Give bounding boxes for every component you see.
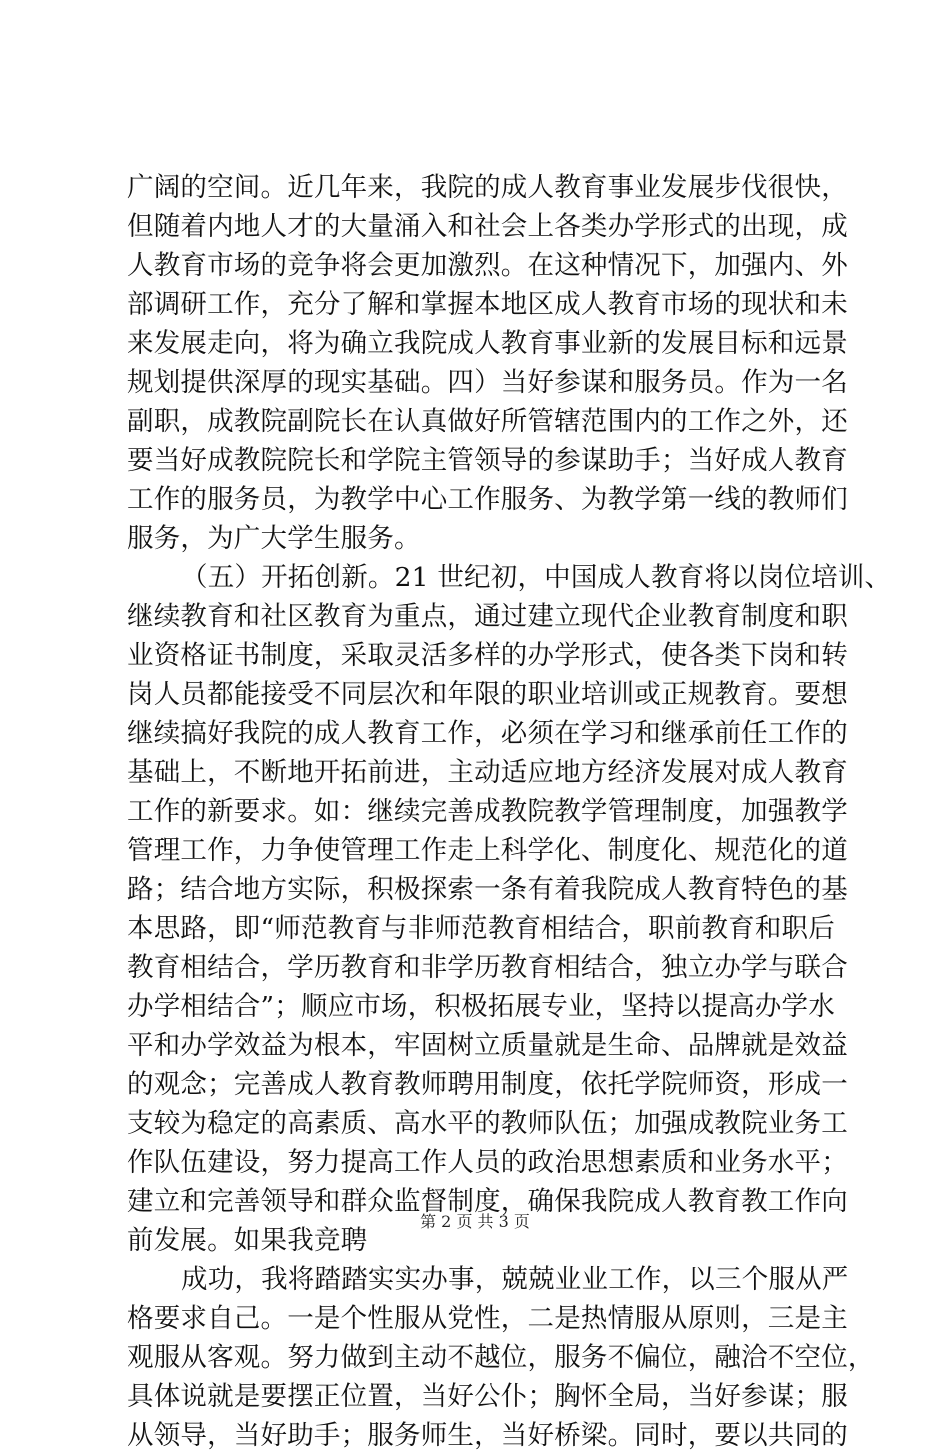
text-line: 岗人员都能接受不同层次和年限的职业培训或正规教育。要想 [127, 679, 848, 710]
text-line: 支较为稳定的高素质、高水平的教师队伍；加强成教院业务工 [127, 1108, 848, 1139]
text-line: 办学相结合”；顺应市场，积极拓展专业，坚持以提高办学水 [127, 991, 835, 1022]
text-line: 广阔的空间。近几年来，我院的成人教育事业发展步伐很快， [127, 172, 848, 203]
text-line: 部调研工作，充分了解和掌握本地区成人教育市场的现状和未 [127, 289, 848, 320]
text-line: 服务，为广大学生服务。 [127, 523, 421, 554]
text-line: 建立和完善领导和群众监督制度，确保我院成人教育教工作向 [127, 1186, 848, 1217]
text-line: 前发展。如果我竞聘 [127, 1225, 368, 1256]
text-line: 从领导，当好助手；服务师生，当好桥梁。同时，要以共同的 [127, 1420, 848, 1451]
text-line: 工作的服务员，为教学中心工作服务、为教学第一线的教师们 [127, 484, 848, 515]
text-line: 规划提供深厚的现实基础。四）当好参谋和服务员。作为一名 [127, 367, 848, 398]
text-line: 人教育市场的竞争将会更加激烈。在这种情况下，加强内、外 [127, 250, 848, 281]
text-line: 工作的新要求。如：继续完善成教院教学管理制度，加强教学 [127, 796, 848, 827]
text-line: 具体说就是要摆正位置，当好公仆；胸怀全局，当好参谋；服 [127, 1381, 848, 1412]
text-line: 的观念；完善成人教育教师聘用制度，依托学院师资，形成一 [127, 1069, 848, 1100]
paragraph-start-line: （五）开拓创新。21 世纪初，中国成人教育将以岗位培训、 [181, 562, 892, 593]
text-line: 继续搞好我院的成人教育工作，必须在学习和继承前任工作的 [127, 718, 848, 749]
text-line: 业资格证书制度，采取灵活多样的办学形式，使各类下岗和转 [127, 640, 848, 671]
text-line: 继续教育和社区教育为重点，通过建立现代企业教育制度和职 [127, 601, 848, 632]
text-line: 平和办学效益为根本，牢固树立质量就是生命、品牌就是效益 [127, 1030, 848, 1061]
text-line: 教育相结合，学历教育和非学历教育相结合，独立办学与联合 [127, 952, 848, 983]
text-line: 观服从客观。努力做到主动不越位，服务不偏位，融洽不空位， [127, 1342, 875, 1373]
text-line: 来发展走向，将为确立我院成人教育事业新的发展目标和远景 [127, 328, 848, 359]
text-line: 副职，成教院副院长在认真做好所管辖范围内的工作之外，还 [127, 406, 848, 437]
text-line: 格要求自己。一是个性服从党性，二是热情服从原则，三是主 [127, 1303, 848, 1334]
text-line: 作队伍建设，努力提高工作人员的政治思想素质和业务水平； [127, 1147, 848, 1178]
text-line: 本思路，即“师范教育与非师范教育相结合，职前教育和职后 [127, 913, 835, 944]
text-line: 基础上，不断地开拓前进，主动适应地方经济发展对成人教育 [127, 757, 848, 788]
text-line: 要当好成教院院长和学院主管领导的参谋助手；当好成人教育 [127, 445, 848, 476]
body-text [127, 168, 892, 1455]
page-footer: 第 2 页 共 3 页 [420, 1212, 530, 1231]
text-line: 路；结合地方实际，积极探索一条有着我院成人教育特色的基 [127, 874, 848, 905]
text-line: 管理工作，力争使管理工作走上科学化、制度化、规范化的道 [127, 835, 848, 866]
paragraph-start-line: 成功，我将踏踏实实办事，兢兢业业工作，以三个服从严 [181, 1264, 849, 1295]
text-line: 但随着内地人才的大量涌入和社会上各类办学形式的出现，成 [127, 211, 848, 242]
